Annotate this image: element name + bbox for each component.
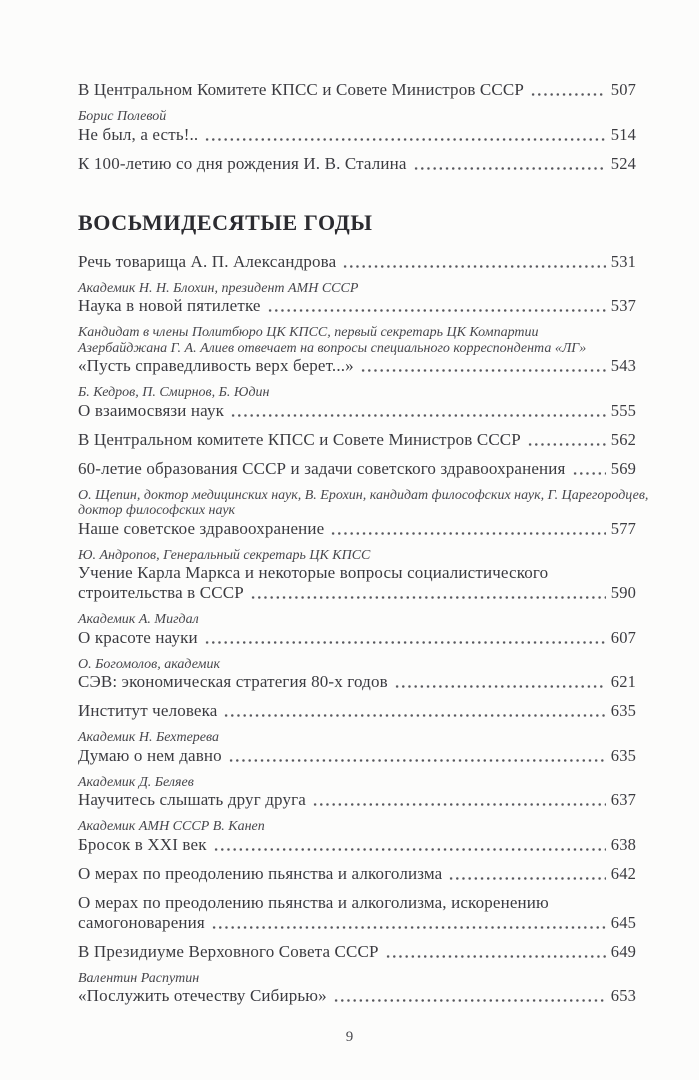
entry-title: Бросок в XXI век [78,834,207,854]
entry-title-row [78,519,636,539]
entry-title-row [78,986,636,1006]
entry-title-row [78,913,636,933]
entry-title: Научитесь слышать друг друга [78,790,306,809]
entry-title: О красоте науки [78,627,198,647]
dot-leader [230,414,606,417]
entry-title: В Центральном Комитете КПСС и Совете Министров СССР [78,80,524,99]
entry-author-line: Академик АМН СССР В. Канеп [78,819,265,834]
entry-author-line: Валентин Распутин [78,970,200,986]
entry-title-row [78,296,636,316]
entry-author-line: Академик А. Мигдал [78,612,199,627]
toc-entry [78,109,636,145]
entry-title: В Центральном комитете КПСС и Совете Министров СССР [78,429,521,449]
dot-leader [330,532,605,535]
toc-list [78,80,649,1006]
toc-entry [78,430,636,450]
entry-title-row [78,459,636,479]
entry-title: Наука в новой пятилетке [78,296,261,315]
entry-title: О взаимосвязи наук [78,400,225,420]
entry-title-row [78,790,636,810]
entry-page-number: 524 [610,153,636,173]
entry-title-row [78,942,636,962]
toc-entry [78,281,636,317]
entry-author-line: Кандидат в члены Политбюро ЦК КПСС, первый секретарь ЦК Компартии [78,325,539,340]
entry-title-row [78,672,636,692]
toc-entry [78,385,636,421]
entry-author-line: Академик Д. Беляев [78,774,194,790]
entry-title-row [78,252,636,272]
entry-title-row [78,154,636,174]
entry-author-line: Азербайджана Г. А. Алиев отвечает на вопросы специального корреспондента «ЛГ» [78,340,587,356]
entry-title: «Послужить отечеству Сибирью» [78,986,327,1005]
entry-title: СЭВ: экономическая стратегия 80-х годов [78,672,388,691]
entry-page-number: 507 [610,80,636,99]
entry-title: «Пусть справедливость верх берет...» [78,356,354,375]
dot-leader [527,443,606,446]
dot-leader [342,265,605,268]
entry-title-row [78,356,636,376]
entry-title-row [78,835,636,855]
entry-title-row [78,125,636,145]
entry-page-number: 543 [610,356,636,375]
entry-page-number: 653 [610,986,636,1005]
dot-leader [213,848,606,851]
entry-title: Думаю о нем давно [78,745,222,765]
dot-leader [394,685,606,688]
entry-title: 60-летие образования СССР и задачи советского здравоохранения [78,458,566,478]
entry-page-number: 638 [610,834,636,854]
toc-entry [78,775,636,811]
entry-author-line: Борис Полевой [78,109,167,124]
toc-entry [78,325,636,376]
dot-leader [228,759,606,762]
entry-page-number: 621 [610,672,636,691]
toc-entry [78,893,636,933]
entry-page-number: 635 [610,745,636,765]
dot-leader [385,955,606,958]
entry-title: К 100-летию со дня рождения И. В. Сталина [78,153,407,173]
dot-leader [448,877,605,880]
entry-page-number: 555 [610,400,636,420]
dot-leader [530,93,606,96]
entry-page-number: 642 [610,863,636,883]
toc-entry [78,819,636,855]
entry-page-number: 637 [610,790,636,809]
dot-leader [572,472,606,475]
entry-title: строительства в СССР [78,583,244,602]
entry-page-number: 590 [610,583,636,602]
toc-entry [78,942,636,962]
dot-leader [250,596,606,599]
dot-leader [312,803,606,806]
folio-page-number: 9 [345,1029,354,1045]
entry-page-number: 531 [610,251,636,271]
entry-page-number: 649 [610,941,636,961]
entry-page-number: 562 [610,429,636,449]
toc-content [78,80,649,1006]
entry-page-number: 514 [610,124,636,144]
entry-title: Не был, а есть!.. [78,124,199,144]
dot-leader [267,309,606,312]
dot-leader [413,167,606,170]
entry-title-row [78,401,636,421]
entry-author-line: Академик Н. Бехтерева [78,730,219,745]
toc-entry [78,971,636,1007]
entry-page-number: 537 [610,296,636,315]
entry-title-row [78,583,636,603]
entry-author-line: О. Богомолов, академик [78,656,221,672]
toc-entry [78,487,649,539]
entry-page-number: 645 [610,912,636,932]
entry-page-number: 635 [610,701,636,720]
entry-title: О мерах по преодолению пьянства и алкоголизма [78,863,443,883]
entry-title: Речь товарища А. П. Александрова [78,251,337,271]
toc-entry [78,864,636,884]
dot-leader [223,714,605,717]
entry-title-row [78,80,636,100]
toc-entry [78,548,636,604]
entry-title-row [78,628,636,648]
entry-author-line: О. Щепин, доктор медицинских наук, В. Ерохин, кандидат философских наук, Г. Царегородцев, [78,487,649,503]
entry-title-row [78,746,636,766]
toc-entry [78,80,636,100]
entry-page-number: 577 [610,518,636,538]
entry-title-row [78,864,636,884]
dot-leader [204,641,606,644]
dot-leader [360,369,606,372]
toc-entry [78,730,636,766]
entry-author-line: Б. Кедров, П. Смирнов, Б. Юдин [78,385,270,400]
toc-entry [78,701,636,721]
dot-leader [211,926,606,929]
dot-leader [333,999,606,1002]
entry-title-row [78,430,636,450]
entry-page-number: 607 [610,627,636,647]
toc-entry [78,252,636,272]
entry-title: самогоноварения [78,912,205,932]
toc-entry [78,612,636,648]
entry-author-line: Ю. Андропов, Генеральный секретарь ЦК КПСС [78,547,371,563]
entry-author-line: Академик Н. Н. Блохин, президент АМН СССР [78,280,359,296]
entry-title-line: О мерах по преодолению пьянства и алкоголизма, искоренению [78,892,549,912]
entry-author-line: доктор философских наук [78,503,236,518]
entry-title-row [78,701,636,721]
entry-title: Наше советское здравоохранение [78,518,325,538]
entry-title-line: Учение Карла Маркса и некоторые вопросы социалистического [78,563,549,582]
toc-entry [78,657,636,693]
entry-title: В Президиуме Верховного Совета СССР [78,941,379,961]
toc-entry [78,154,636,174]
toc-entry [78,459,636,479]
entry-title: Институт человека [78,701,218,720]
dot-leader [204,138,605,141]
section-heading: ВОСЬМИДЕСЯТЫЕ ГОДЫ [78,209,373,235]
entry-page-number: 569 [610,458,636,478]
